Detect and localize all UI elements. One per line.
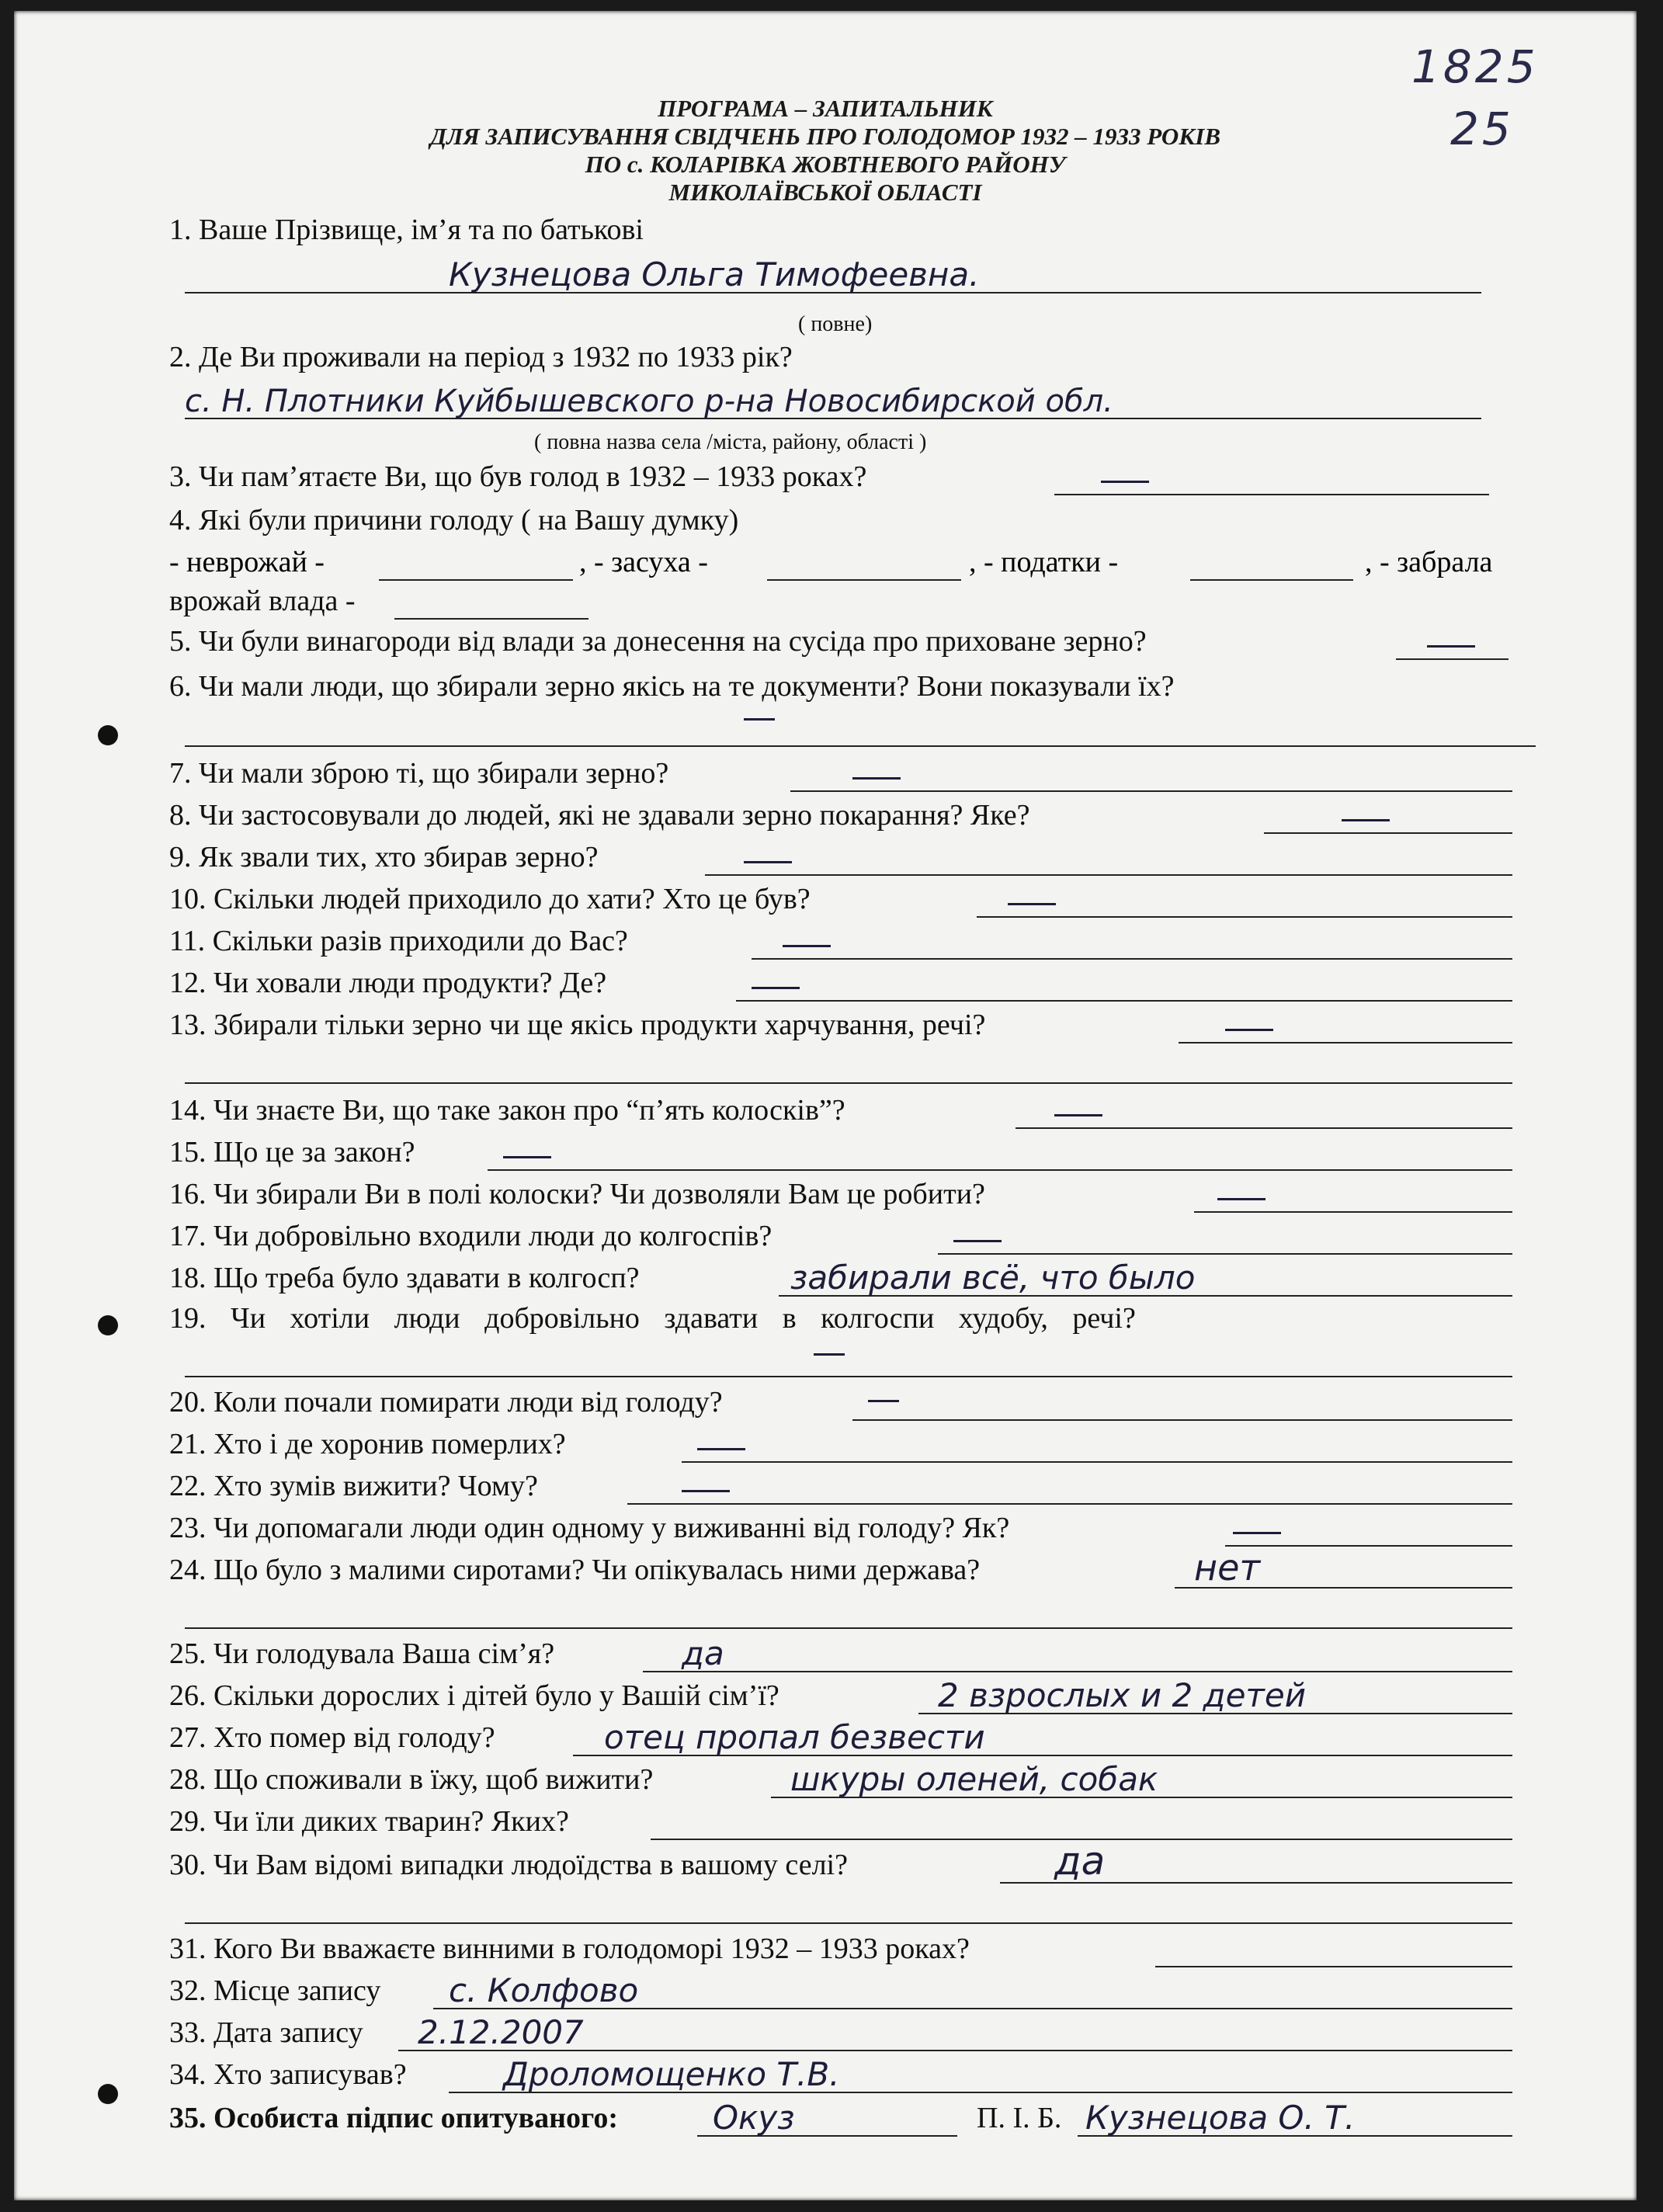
note-full: ( повне): [798, 312, 873, 336]
question-24: 24. Що було з малими сиротами? Чи опікувалась ними держава? нет: [169, 1554, 1536, 1590]
question-31: 31. Кого Ви вважаєте винними в голодоморі 1932 – 1933 роках?: [169, 1933, 1536, 1969]
header-line-1: ПРОГРАМА – ЗАПИТАЛЬНИК: [658, 95, 993, 122]
question-33: 33. Дата запису 2.12.2007: [169, 2017, 1536, 2053]
answer-30-line: [169, 1890, 1536, 1926]
answer-1-line: [169, 255, 1536, 295]
question-4: 4. Які були причини голоду ( на Вашу думку): [169, 504, 739, 537]
answer-1: Кузнецова Ольга Тимофеевна.: [449, 255, 980, 293]
answer-28: шкуры оленей, собак: [790, 1760, 1158, 1798]
answer-34: Дроломощенко Т.В.: [503, 2055, 840, 2093]
question-11: 11. Скільки разів приходили до Вас?: [169, 925, 1536, 961]
answer-24-line: [169, 1595, 1536, 1630]
question-13: 13. Збирали тільки зерно чи ще якісь продукти харчування, речі?: [169, 1009, 1536, 1045]
answer-6-line: [169, 713, 1536, 748]
answer-2-line: [169, 385, 1536, 421]
question-14: 14. Чи знаєте Ви, що таке закон про “п’ять колосків”?: [169, 1095, 1536, 1130]
question-34: 34. Хто записував? Дроломощенко Т.В.: [169, 2059, 1536, 2095]
header-line-2: ДЛЯ ЗАПИСУВАННЯ СВІДЧЕНЬ ПРО ГОЛОДОМОР 1932 – 1933 РОКІВ: [430, 123, 1220, 150]
answer-26: 2 взрослых и 2 детей: [938, 1676, 1307, 1714]
question-10: 10. Скільки людей приходило до хати? Хто це був?: [169, 884, 1536, 919]
answer-33: 2.12.2007: [418, 2013, 584, 2051]
question-28: 28. Що споживали в їжу, щоб вижити? шкуры оленей, собак: [169, 1764, 1536, 1800]
answer-30: да: [1054, 1839, 1106, 1884]
question-32: 32. Місце запису с. Колфово: [169, 1975, 1536, 2011]
question-8: 8. Чи застосовували до людей, які не здавали зерно покарання? Яке?: [169, 800, 1536, 835]
answer-32: с. Колфово: [449, 1971, 639, 2009]
question-4-options: - неврожай - , - засуха - , - податки - , - забрала: [169, 547, 1536, 582]
question-12: 12. Чи ховали люди продукти? Де?: [169, 967, 1536, 1003]
question-3: 3. Чи пам’ятаєте Ви, що був голод в 1932 – 1933 роках?: [169, 461, 1536, 497]
question-18: 18. Що треба було здавати в колгосп? забирали всё, что было: [169, 1262, 1536, 1298]
answer-13-line: [169, 1050, 1536, 1085]
question-7: 7. Чи мали зброю ті, що збирали зерно?: [169, 758, 1536, 793]
document-page: [14, 11, 1637, 2200]
punch-hole: [98, 725, 118, 745]
question-5: 5. Чи були винагороди від влади за донесення на сусіда про приховане зерно?: [169, 626, 1536, 662]
question-23: 23. Чи допомагали люди один одному у виживанні від голоду? Як?: [169, 1512, 1536, 1548]
signature: Окуз: [713, 2099, 795, 2137]
form-header: [14, 95, 1637, 207]
question-19: 19. Чи хотіли люди добровільно здавати в колгоспи худобу, речі?: [169, 1302, 1136, 1335]
question-17: 17. Чи добровільно входили люди до колгоспів?: [169, 1221, 1536, 1256]
name-label: П. І. Б.: [977, 2102, 1062, 2134]
archive-subnumber: 25: [1450, 102, 1514, 155]
question-1: 1. Ваше Прізвище, ім’я та по батькові: [169, 214, 644, 246]
answer-25: да: [682, 1634, 724, 1672]
answer-24: нет: [1194, 1547, 1261, 1589]
answer-35-name: Кузнецова О. Т.: [1085, 2099, 1356, 2137]
question-27: 27. Хто помер від голоду? отец пропал безвести: [169, 1722, 1536, 1758]
answer-2: с. Н. Плотники Куйбышевского р-на Новосибирской обл.: [185, 384, 1113, 419]
question-25: 25. Чи голодувала Ваша сім’я? да: [169, 1638, 1536, 1674]
question-2: 2. Де Ви проживали на період з 1932 по 1933 рік?: [169, 341, 793, 373]
header-line-4: МИКОЛАЇВСЬКОЇ ОБЛАСТІ: [668, 179, 982, 206]
question-6: 6. Чи мали люди, що збирали зерно якісь на те документи? Вони показували їх?: [169, 670, 1175, 703]
question-20: 20. Коли почали помирати люди від голоду?: [169, 1387, 1536, 1422]
question-29: 29. Чи їли диких тварин? Яких?: [169, 1806, 1536, 1842]
answer-18: забирали всё, что было: [790, 1259, 1196, 1297]
answer-27: отец пропал безвести: [604, 1718, 985, 1756]
question-4-options-cont: врожай влада -: [169, 585, 1536, 621]
header-line-3: ПО с. КОЛАРІВКА ЖОВТНЕВОГО РАЙОНУ: [585, 151, 1066, 178]
question-26: 26. Скільки дорослих і дітей було у Вашій сім’ї? 2 взрослых и 2 детей: [169, 1680, 1536, 1716]
note-place: ( повна назва села /міста, району, області ): [534, 430, 927, 454]
question-21: 21. Хто і де хоронив померлих?: [169, 1429, 1536, 1464]
punch-hole: [98, 2084, 118, 2104]
question-16: 16. Чи збирали Ви в полі колоски? Чи дозволяли Вам це робити?: [169, 1179, 1536, 1214]
answer-19-line: [169, 1343, 1536, 1379]
question-22: 22. Хто зумів вижити? Чому?: [169, 1471, 1536, 1506]
question-15: 15. Що це за закон?: [169, 1137, 1536, 1172]
punch-hole: [98, 1315, 118, 1335]
question-30: 30. Чи Вам відомі випадки людоїдства в вашому селі? да: [169, 1849, 1536, 1885]
question-9: 9. Як звали тих, хто збирав зерно?: [169, 842, 1536, 877]
archive-number: 1825: [1411, 40, 1539, 93]
question-35: 35. Особиста підпис опитуваного: Окуз П. І. Б. Кузнецова О. Т.: [169, 2103, 1536, 2138]
